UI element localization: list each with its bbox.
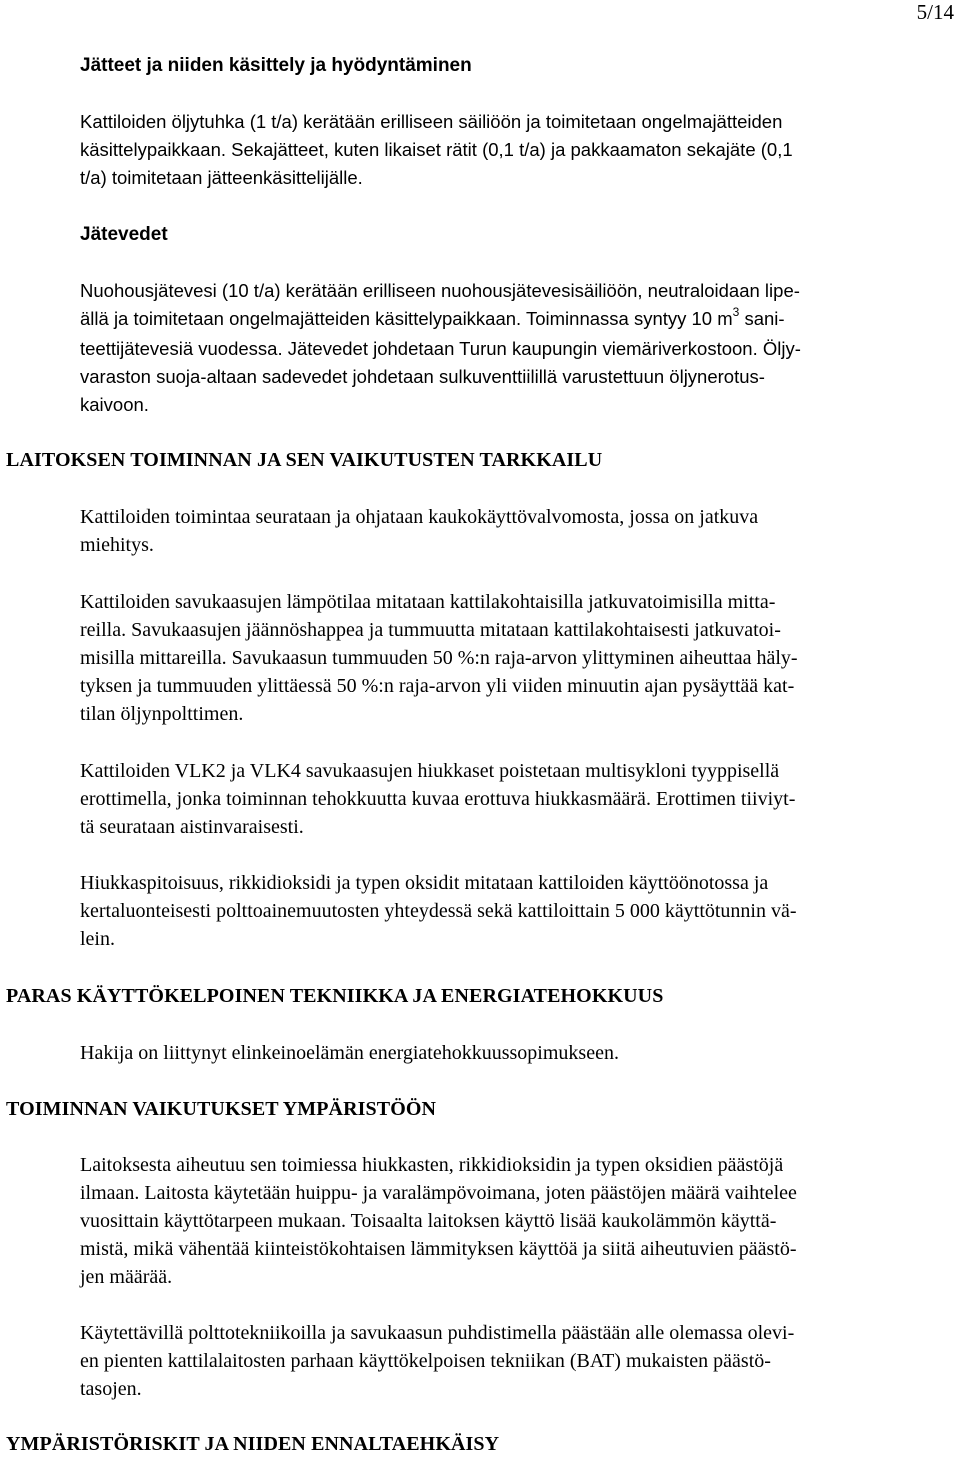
- text-line: kaivoon.: [80, 394, 149, 415]
- waste-paragraph: [80, 108, 793, 192]
- text-line: Hiukkaspitoisuus, rikkidioksidi ja typen oksidit mitataan kattiloiden käyttöönotossa ja: [80, 872, 769, 894]
- text-line: erottimella, jonka toiminnan tehokkuutta kuvaa erottuva hiukkasmäärä. Erottimen tiiviyt-: [80, 788, 796, 810]
- text-line: vuosittain käyttötarpeen mukaan. Toisaalta laitoksen käyttö lisää kaukolämmön käyttä-: [80, 1210, 777, 1232]
- text-line: tyksen ja tummuuden ylittäessä 50 %:n raja-arvon yli viiden minuutin ajan pysäyttää kat-: [80, 675, 795, 697]
- text-line: Kattiloiden öljytuhka (1 t/a) kerätään erilliseen säiliöön ja toimitetaan ongelmajätteiden: [80, 111, 783, 132]
- monitoring-heading: LAITOKSEN TOIMINNAN JA SEN VAIKUTUSTEN TARKKAILU: [6, 449, 603, 471]
- monitoring-paragraph-3: [80, 757, 795, 841]
- wastewater-paragraph: [80, 277, 801, 419]
- text-line: käsittelypaikkaan. Sekajätteet, kuten likaiset rätit (0,1 t/a) ja pakkaamaton sekajäte (0,1: [80, 139, 793, 160]
- text-line: Nuohousjätevesi (10 t/a) kerätään erilliseen nuohousjätevesisäiliöön, neutraloidaan lipe-: [80, 280, 800, 301]
- text-line: Laitoksesta aiheutuu sen toimiessa hiukkasten, rikkidioksidin ja typen oksidien päästöjä: [80, 1154, 784, 1176]
- impacts-heading: TOIMINNAN VAIKUTUKSET YMPÄRISTÖÖN: [6, 1098, 437, 1120]
- text-line: Kattiloiden savukaasujen lämpötilaa mitataan kattilakohtaisilla jatkuvatoimisilla mitta-: [80, 591, 776, 613]
- text-line: ilmaan. Laitosta käytetään huippu- ja varalämpövoimana, joten päästöjen määrä vaihtelee: [80, 1182, 797, 1204]
- waste-heading: Jätteet ja niiden käsittely ja hyödyntäminen: [80, 55, 472, 76]
- monitoring-paragraph-2: [80, 588, 798, 728]
- text-line: teettijätevesiä vuodessa. Jätevedet johdetaan Turun kaupungin viemäriverkostoon. Öljy-: [80, 338, 801, 359]
- text-line: Hakija on liittynyt elinkeinoelämän energiatehokkuussopimukseen.: [80, 1042, 619, 1064]
- wastewater-heading: Jätevedet: [80, 224, 168, 245]
- impacts-paragraph-1: [80, 1151, 797, 1291]
- text-line: misilla mittareilla. Savukaasun tummuuden 50 %:n raja-arvon ylittyminen aiheuttaa häly-: [80, 647, 798, 669]
- text-line: jen määrää.: [80, 1266, 173, 1288]
- text-line: miehitys.: [80, 534, 154, 556]
- text-line: lein.: [80, 928, 115, 950]
- text-line: t/a) toimitetaan jätteenkäsittelijälle.: [80, 167, 363, 188]
- text-line: tilan öljynpolttimen.: [80, 703, 244, 725]
- text-line: en pienten kattilalaitosten parhaan käyttökelpoisen tekniikan (BAT) mukaisten päästö-: [80, 1350, 771, 1372]
- text-fragment: ällä ja toimitetaan ongelmajätteiden käsittelypaikkaan. Toiminnassa syntyy 10 m: [80, 308, 733, 329]
- page-number: 5/14: [916, 0, 954, 24]
- text-line: kertaluonteisesti polttoainemuutosten yhteydessä sekä kattiloittain 5 000 käyttötunnin vä-: [80, 900, 797, 922]
- text-line: Kattiloiden toimintaa seurataan ja ohjataan kaukokäyttövalvomosta, jossa on jatkuva: [80, 506, 759, 528]
- impacts-paragraph-2: [80, 1319, 794, 1403]
- bat-heading: PARAS KÄYTTÖKELPOINEN TEKNIIKKA JA ENERGIATEHOKKUUS: [6, 985, 664, 1007]
- text-line: mistä, mikä vähentää kiinteistökohtaisen lämmityksen käyttöä ja siitä aiheutuvien päästö-: [80, 1238, 797, 1260]
- text-line: tasojen.: [80, 1378, 142, 1400]
- text-line: tä seurataan aistinvaraisesti.: [80, 816, 304, 838]
- text-line: Kattiloiden VLK2 ja VLK4 savukaasujen hiukkaset poistetaan multisykloni tyyppisellä: [80, 760, 780, 782]
- text-fragment: sani-: [739, 308, 785, 329]
- text-line: [80, 305, 801, 335]
- text-line: reilla. Savukaasujen jäännöshappea ja tummuutta mitataan kattilakohtaisesti jatkuvatoi-: [80, 619, 781, 641]
- monitoring-paragraph-4: [80, 869, 797, 953]
- text-line: Käytettävillä polttotekniikoilla ja savukaasun puhdistimella päästään alle olemassa olevi-: [80, 1322, 795, 1344]
- superscript: 3: [732, 305, 740, 319]
- text-line: varaston suoja-altaan sadevedet johdetaan sulkuventtiilillä varustettuun öljynerotus-: [80, 366, 765, 387]
- monitoring-paragraph-1: [80, 503, 758, 559]
- bat-paragraph: [80, 1039, 619, 1067]
- risks-heading: YMPÄRISTÖRISKIT JA NIIDEN ENNALTAEHKÄISY: [6, 1433, 500, 1455]
